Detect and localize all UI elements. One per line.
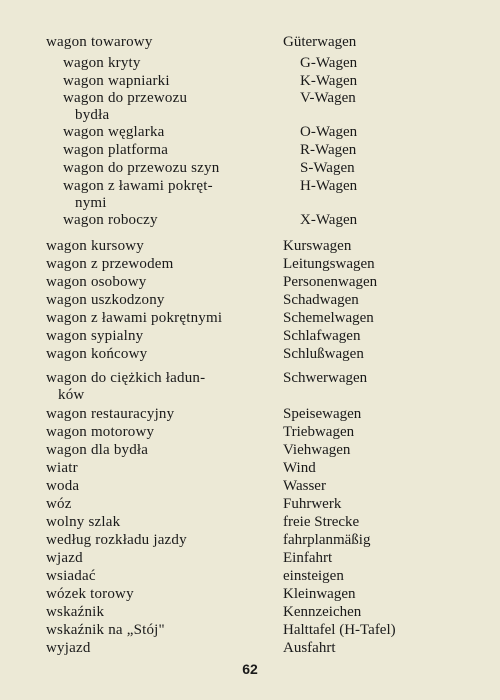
dictionary-entry — [0, 55, 500, 72]
german-term: Schwerwagen — [283, 370, 368, 386]
dictionary-entry — [0, 142, 500, 159]
polish-term — [46, 532, 187, 549]
polish-term — [63, 90, 187, 124]
dictionary-entry — [0, 212, 500, 229]
dictionary-entry — [0, 124, 500, 141]
dictionary-entry — [0, 178, 500, 212]
german-term: Güterwagen — [283, 34, 357, 50]
polish-term-line: wózek torowy — [46, 586, 134, 602]
polish-term — [46, 256, 174, 273]
german-term: Schemelwagen — [283, 310, 374, 326]
polish-term-line: według rozkładu jazdy — [46, 532, 187, 548]
german-term: X-Wagen — [300, 212, 358, 228]
dictionary-entry — [0, 160, 500, 177]
german-term: Schadwagen — [283, 292, 359, 308]
polish-term-line: wjazd — [46, 550, 83, 566]
polish-term — [63, 160, 219, 177]
german-term: Wind — [283, 460, 316, 476]
polish-term-line: wagon końcowy — [46, 346, 148, 362]
german-term: Ausfahrt — [283, 640, 336, 656]
dictionary-entry — [0, 604, 500, 621]
polish-term — [63, 178, 213, 212]
polish-term — [46, 460, 78, 477]
polish-term — [46, 310, 222, 327]
polish-term — [63, 212, 158, 229]
dictionary-entry — [0, 256, 500, 273]
polish-term — [46, 514, 120, 531]
german-term: Speisewagen — [283, 406, 362, 422]
polish-term-line: wagon wapniarki — [63, 73, 170, 89]
polish-term — [63, 124, 165, 141]
dictionary-entry — [0, 640, 500, 657]
polish-term-line: wagon platforma — [63, 142, 169, 158]
polish-term — [63, 55, 141, 72]
german-term: Halttafel (H-Tafel) — [283, 622, 396, 638]
polish-term — [46, 568, 96, 585]
dictionary-entry — [0, 424, 500, 441]
polish-term — [46, 424, 154, 441]
polish-term — [46, 346, 147, 363]
dictionary-entry — [0, 622, 500, 639]
german-term: Kennzeichen — [283, 604, 362, 620]
polish-term-line: wagon do przewozu szyn — [63, 160, 220, 176]
dictionary-entry — [0, 478, 500, 495]
polish-term-line: wagon roboczy — [63, 212, 158, 228]
german-term: fahrplanmäßig — [283, 532, 371, 548]
polish-term-line: wagon osobowy — [46, 274, 147, 290]
german-term: Triebwagen — [283, 424, 355, 440]
polish-term-line: wskaźnik na „Stój" — [46, 622, 165, 638]
german-term: S-Wagen — [300, 160, 355, 176]
dictionary-entry — [0, 460, 500, 477]
polish-term — [46, 622, 165, 639]
dictionary-entry — [0, 532, 500, 549]
polish-term-line: wagon z przewodem — [46, 256, 174, 272]
dictionary-entry — [0, 73, 500, 90]
polish-term-line: wagon sypialny — [46, 328, 144, 344]
polish-term — [46, 496, 72, 513]
dictionary-entry — [0, 586, 500, 603]
german-term: Fuhrwerk — [283, 496, 342, 512]
german-term: Leitungswagen — [283, 256, 375, 272]
polish-term — [46, 292, 165, 309]
dictionary-entry — [0, 90, 500, 124]
german-term: einsteigen — [283, 568, 344, 584]
german-term: V-Wagen — [300, 90, 356, 106]
polish-term-line: wóz — [46, 496, 72, 512]
german-term: Viehwagen — [283, 442, 351, 458]
dictionary-entry — [0, 310, 500, 327]
dictionary-entry — [0, 292, 500, 309]
polish-term-continuation: bydła — [75, 107, 110, 123]
dictionary-entry — [0, 34, 500, 51]
polish-term-continuation: nymi — [75, 195, 107, 211]
dictionary-entry — [0, 274, 500, 291]
polish-term — [46, 550, 83, 567]
polish-term-line: wagon z ławami pokręt- — [63, 178, 213, 194]
polish-term-line: wagon węglarka — [63, 124, 165, 140]
polish-term — [46, 328, 143, 345]
german-term: O-Wagen — [300, 124, 358, 140]
polish-term-line: wolny szlak — [46, 514, 121, 530]
polish-term-line: wskaźnik — [46, 604, 105, 620]
polish-term — [63, 142, 168, 159]
german-term: Personenwagen — [283, 274, 378, 290]
dictionary-entry — [0, 514, 500, 531]
polish-term — [46, 586, 134, 603]
german-term: Schlußwagen — [283, 346, 364, 362]
german-term: K-Wagen — [300, 73, 358, 89]
polish-term-line: wsiadać — [46, 568, 96, 584]
polish-term — [46, 442, 148, 459]
german-term: H-Wagen — [300, 178, 358, 194]
german-term: Wasser — [283, 478, 326, 494]
polish-term-line: wagon restauracyjny — [46, 406, 175, 422]
german-term: Schlafwagen — [283, 328, 361, 344]
german-term: Kurswagen — [283, 238, 352, 254]
polish-term-continuation: ków — [58, 387, 85, 403]
dictionary-entry — [0, 496, 500, 513]
polish-term-line: wagon do przewozu — [63, 90, 188, 106]
polish-term — [46, 406, 174, 423]
german-term: Kleinwagen — [283, 586, 356, 602]
polish-term-line: wagon kursowy — [46, 238, 145, 254]
polish-term-line: wyjazd — [46, 640, 91, 656]
dictionary-entry — [0, 346, 500, 363]
dictionary-entry — [0, 238, 500, 255]
polish-term — [46, 370, 205, 404]
polish-term-line: wiatr — [46, 460, 78, 476]
polish-term-line: wagon uszkodzony — [46, 292, 165, 308]
polish-term — [46, 640, 91, 657]
polish-term-line: wagon kryty — [63, 55, 141, 71]
dictionary-entry — [0, 550, 500, 567]
dictionary-entry — [0, 370, 500, 404]
polish-term — [46, 238, 144, 255]
dictionary-entry — [0, 442, 500, 459]
polish-term — [46, 274, 147, 291]
polish-term-line: woda — [46, 478, 80, 494]
polish-term — [46, 604, 104, 621]
polish-term — [46, 34, 153, 51]
polish-term-line: wagon towarowy — [46, 34, 153, 50]
polish-term-line: wagon do ciężkich ładun- — [46, 370, 206, 386]
page-number: 62 — [242, 661, 258, 677]
polish-term-line: wagon dla bydła — [46, 442, 149, 458]
polish-term — [63, 73, 170, 90]
dictionary-entry — [0, 328, 500, 345]
polish-term-line: wagon motorowy — [46, 424, 155, 440]
polish-term-line: wagon z ławami pokrętnymi — [46, 310, 223, 326]
german-term: G-Wagen — [300, 55, 358, 71]
german-term: Einfahrt — [283, 550, 333, 566]
german-term: freie Strecke — [283, 514, 360, 530]
german-term: R-Wagen — [300, 142, 357, 158]
dictionary-entry — [0, 568, 500, 585]
dictionary-entry — [0, 406, 500, 423]
polish-term — [46, 478, 79, 495]
